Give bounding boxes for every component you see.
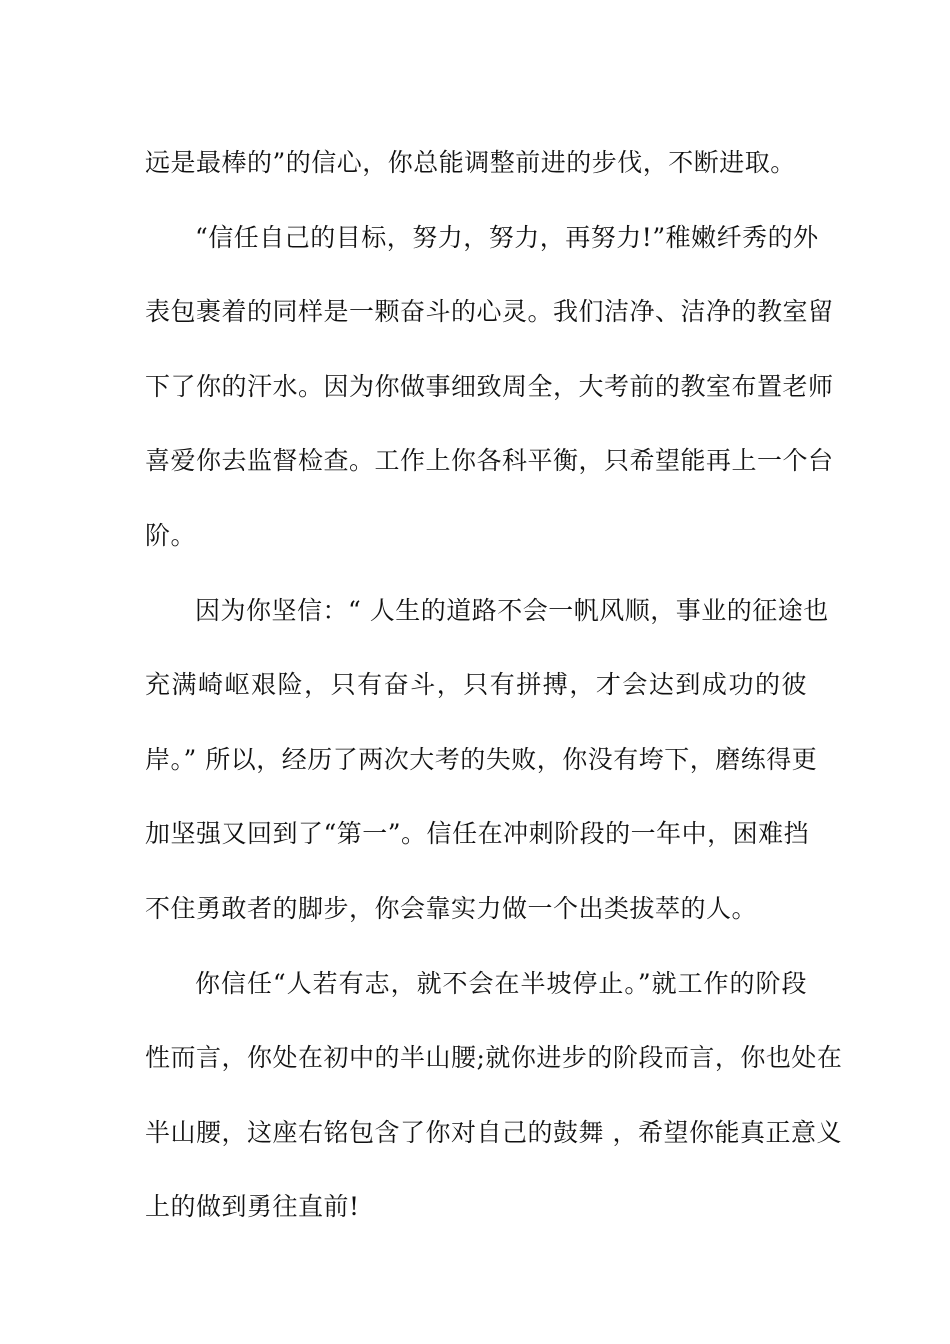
text-line: 加坚强又回到了“第一”。信任在冲刺阶段的一年中，困难挡 — [145, 819, 810, 849]
paragraph-start-line: 你信任“人若有志，就不会在半坡停止。”就工作的阶段 — [195, 968, 807, 998]
text-line: 远是最棒的”的信心，你总能调整前进的步伐，不断进取。 — [145, 148, 796, 177]
paragraph-start-line: 因为你坚信：“ 人生的道路不会一帆风顺，事业的征途也 — [195, 595, 829, 625]
text-line: 充满崎岖艰险，只有奋斗，只有拼搏，才会达到成功的彼 — [145, 670, 807, 700]
text-line: 下了你的汗水。因为你做事细致周全，大考前的教室布置老师 — [145, 371, 834, 401]
text-line: 表包裹着的同样是一颗奋斗的心灵。我们洁净、洁净的教室留 — [145, 297, 834, 327]
text-line: 上的做到勇往直前! — [145, 1192, 360, 1222]
text-line: 喜爱你去监督检查。工作上你各科平衡，只希望能再上一个台 — [145, 446, 834, 476]
text-line: 阶。 — [145, 520, 197, 550]
text-line: 不住勇敢者的脚步，你会靠实力做一个出类拔萃的人。 — [145, 893, 758, 923]
paragraph-start-line: “信任自己的目标，努力，努力，再努力!”稚嫩纤秀的外 — [195, 222, 819, 252]
text-line: 岸。” 所以，经历了两次大考的失败，你没有垮下，磨练得更 — [145, 744, 818, 774]
document-body — [145, 126, 843, 1245]
text-line: 半山腰，这座右铭包含了你对自己的鼓舞 ，希望你能真正意义 — [145, 1117, 842, 1147]
text-line: 性而言，你处在初中的半山腰;就你进步的阶段而言，你也处在 — [145, 1043, 843, 1073]
